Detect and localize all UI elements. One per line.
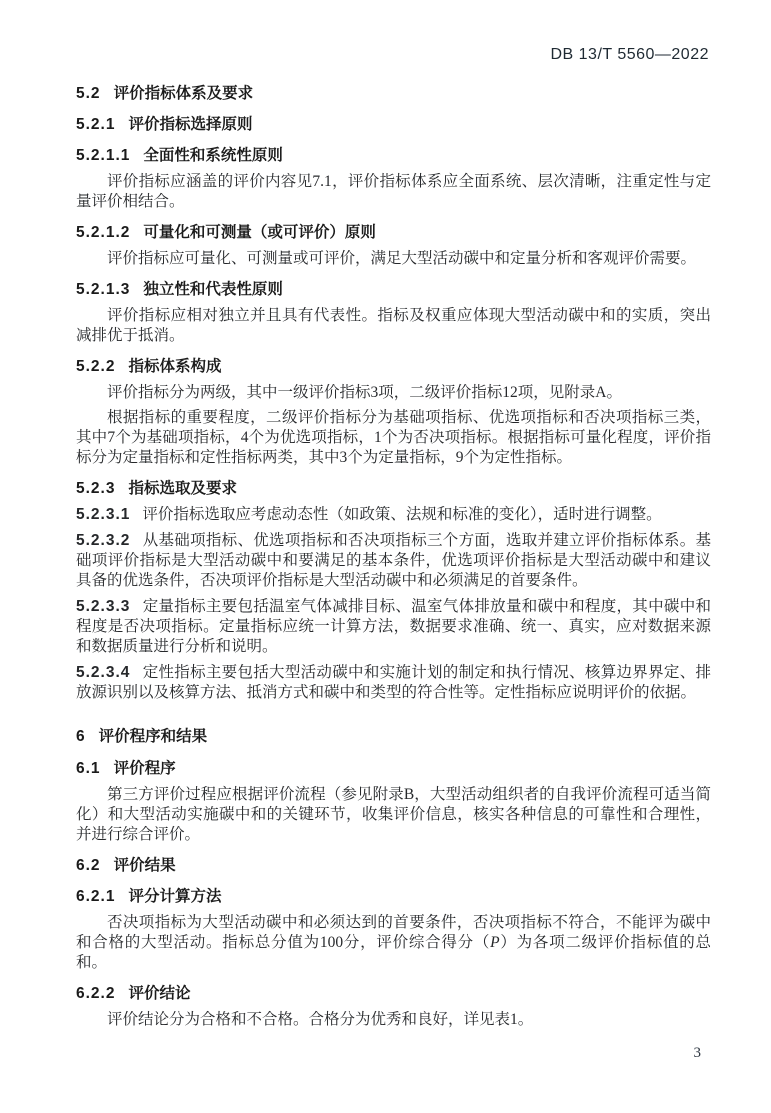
section-heading-5-2-3 — [76, 479, 711, 499]
paragraph: 评价指标分为两级，其中一级评价指标3项，二级评价指标12项，见附录A。 — [107, 384, 622, 401]
clause-number: 6.2 — [76, 857, 101, 874]
clause-number: 6.2.2 — [76, 985, 116, 1002]
score-variable: P — [490, 934, 500, 951]
clause-number: 6.2.1 — [76, 888, 116, 905]
heading-title: 评分计算方法 — [128, 888, 222, 905]
clause-text: 定量指标主要包括温室气体减排目标、温室气体排放量和碳中和程度，其中碳中和程度是否决项指标。定量指标应统一计算方法，数据要求准确、统一、真实，应对数据来源和数据质量进行分析和说明。 — [76, 598, 711, 655]
paragraph: 根据指标的重要程度，二级评价指标分为基础项指标、优选项指标和否决项指标三类，其中7个为基础项指标，4个为优选项指标，1个为否决项指标。根据指标可量化程度，评价指标分为定量指标和定性指标两类，其中3个为定量指标，9个为定性指标。 — [76, 409, 711, 466]
heading-title: 评价指标体系及要求 — [113, 85, 254, 102]
clause-text: 评价指标选取应考虑动态性（如政策、法规和标准的变化），适时进行调整。 — [142, 506, 662, 523]
clause-paragraph-5-2-3-3 — [76, 597, 711, 657]
paragraph-text: 否决项指标为大型活动碳中和必须达到的首要条件，否决项指标不符合，不能评为碳中和合格的大型活动。指标总分值为100分，评价综合得分（ — [76, 914, 711, 951]
doc-number: DB 13/T 5560—2022 — [550, 46, 709, 63]
heading-title: 指标体系构成 — [128, 358, 222, 375]
section-heading-5-2-1-2 — [76, 223, 711, 243]
clause-text: 定性指标主要包括大型活动碳中和实施计划的制定和执行情况、核算边界界定、排放源识别以及核算方法、抵消方式和碳中和类型的符合性等。定性指标应说明评价的依据。 — [76, 664, 711, 701]
clause-number: 5.2.1 — [76, 116, 116, 133]
clause-number: 5.2 — [76, 85, 101, 102]
paragraph: 评价结论分为合格和不合格。合格分为优秀和良好，详见表1。 — [107, 1011, 534, 1028]
heading-title: 可量化和可测量（或可评价）原则 — [143, 224, 376, 241]
heading-title: 全面性和系统性原则 — [143, 147, 283, 164]
section-heading-5-2-1-3 — [76, 280, 711, 300]
clause-paragraph-5-2-3-2 — [76, 531, 711, 591]
clause-paragraph-5-2-3-4 — [76, 663, 711, 703]
paragraph: 评价指标应涵盖的评价内容见7.1，评价指标体系应全面系统、层次清晰，注重定性与定量评价相结合。 — [76, 173, 711, 210]
page-number: 3 — [693, 1045, 701, 1061]
section-heading-6-2 — [76, 856, 711, 876]
paragraph-with-formula — [76, 913, 711, 973]
clause-number: 5.2.3.1 — [76, 506, 131, 523]
section-heading-5-2-1-1 — [76, 146, 711, 166]
paragraph: 评价指标应可量化、可测量或可评价，满足大型活动碳中和定量分析和客观评价需要。 — [107, 250, 697, 267]
section-heading-5-2 — [76, 84, 711, 104]
heading-title: 指标选取及要求 — [128, 480, 237, 497]
clause-number: 5.2.3.2 — [76, 532, 131, 549]
section-heading-6-1 — [76, 759, 711, 779]
heading-title: 评价指标选择原则 — [128, 116, 253, 133]
clause-number: 5.2.1.1 — [76, 147, 131, 164]
heading-title: 评价结论 — [128, 985, 191, 1002]
heading-title: 评价结果 — [113, 857, 176, 874]
clause-text: 从基础项指标、优选项指标和否决项指标三个方面，选取并建立评价指标体系。基础项评价指标是大型活动碳中和要满足的基本条件，优选项评价指标是大型活动碳中和建议具备的优选条件，否决项评价指标是大型活动碳中和必须满足的首要条件。 — [76, 532, 711, 589]
section-heading-6-2-1 — [76, 887, 711, 907]
section-heading-5-2-1 — [76, 115, 711, 135]
clause-number: 5.2.2 — [76, 358, 116, 375]
paragraph-text: ）为各项二级评价指标值的总和。 — [76, 934, 711, 971]
clause-number: 5.2.3.4 — [76, 664, 131, 681]
heading-title: 评价程序 — [113, 760, 176, 777]
heading-title: 独立性和代表性原则 — [143, 281, 283, 298]
paragraph: 评价指标应相对独立并且具有代表性。指标及权重应体现大型活动碳中和的实质，突出减排优于抵消。 — [76, 307, 711, 344]
clause-number: 6 — [76, 728, 86, 745]
clause-number: 5.2.1.3 — [76, 281, 131, 298]
section-heading-6-2-2 — [76, 984, 711, 1004]
clause-paragraph-5-2-3-1 — [76, 505, 711, 525]
clause-number: 5.2.1.2 — [76, 224, 131, 241]
paragraph: 第三方评价过程应根据评价流程（参见附录B，大型活动组织者的自我评价流程可适当简化）和大型活动实施碳中和的关键环节，收集评价信息，核实各种信息的可靠性和合理性，并进行综合评价。 — [76, 786, 711, 843]
clause-number: 5.2.3 — [76, 480, 116, 497]
section-heading-5-2-2 — [76, 357, 711, 377]
heading-title: 评价程序和结果 — [98, 728, 208, 745]
clause-number: 6.1 — [76, 760, 101, 777]
section-heading-6 — [76, 727, 711, 747]
clause-number: 5.2.3.3 — [76, 598, 131, 615]
